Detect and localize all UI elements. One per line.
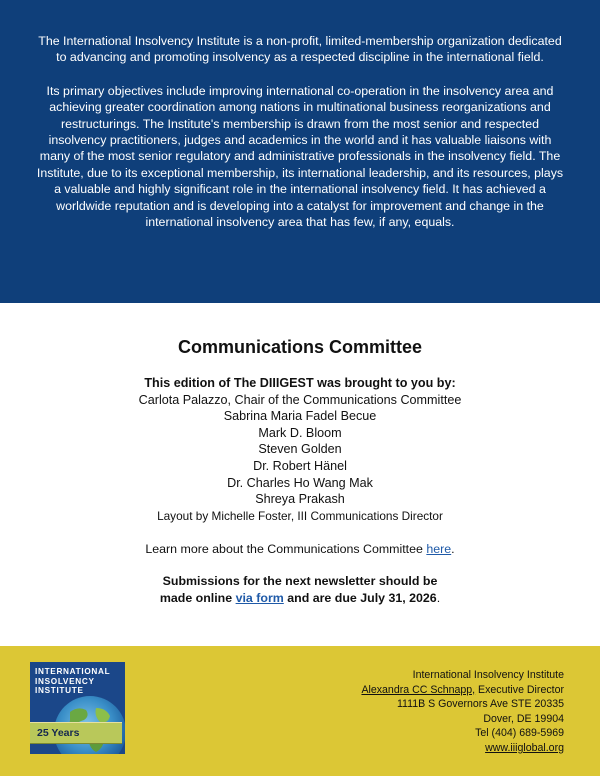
communications-committee [0, 336, 600, 607]
contact-org: International Insolvency Institute [412, 669, 564, 681]
member-name: Mark D. Bloom [258, 425, 342, 440]
intro-paragraph-1: The International Insolvency Institute is a non-profit, limited-membership organization dedicated to advancing and promoting insolvency as a respected discipline in the international field. [38, 34, 562, 65]
submissions-deadline: and are due July 31, 2026 [283, 590, 437, 605]
credits-intro: This edition of The DIIIGEST was brought to you by: [144, 376, 456, 390]
intro-paragraph-2: Its primary objectives include improving international co-operation in the insolvency area and achieving greater coordination among nations in multinational business reorganizations and restructurings. The Institute's membership is drawn from the most senior and respected insolvency practitioners, judges and academics in the world and it has valuable liaisons with many of the most senior regulatory and administrative professionals in the insolvency field. The Institute, due to its exceptional membership, its international leadership, and its resources, plays a valuable and highly significant role in the international insolvency field. It has achieved a worldwide reputation and is developing into a catalyst for improvement and change in the international insolvency area that has few, if any, equals. [36, 83, 564, 230]
submissions-line-1: Submissions for the next newsletter should be [162, 574, 438, 589]
logo-wordmark [35, 667, 110, 696]
director-title: Executive Director [475, 683, 564, 696]
contact-director [361, 683, 564, 698]
learn-more-text: Learn more about the Communications Committee [145, 542, 427, 557]
committee-here-link[interactable]: here [426, 542, 452, 557]
member-name: Steven Golden [258, 442, 342, 457]
learn-more-line [0, 541, 600, 557]
anniversary-banner [30, 722, 122, 744]
credits-block [0, 375, 600, 524]
contact-block [361, 668, 564, 756]
contact-phone: Tel (404) 689-5969 [475, 727, 564, 740]
institute-description [0, 0, 600, 303]
committee-title: Communications Committee [177, 337, 423, 357]
member-name: Shreya Prakash [255, 492, 345, 507]
member-name: Sabrina Maria Fadel Becue [223, 409, 377, 424]
submissions-line-2 [0, 590, 600, 607]
website-link[interactable]: www.iiiglobal.org [485, 741, 564, 754]
submissions-prefix: made online [159, 590, 236, 605]
submissions-notice [0, 573, 600, 606]
contact-street: 1111B S Governors Ave STE 20335 [396, 698, 564, 711]
director-name: Alexandra CC Schnapp, [361, 683, 476, 696]
logo-line: INSTITUTE [35, 686, 84, 696]
logo-line: INTERNATIONAL [35, 667, 111, 676]
logo-line: INSOLVENCY [35, 676, 95, 686]
member-name: Dr. Robert Hänel [253, 458, 347, 473]
anniversary-label: 25 Years [37, 727, 80, 739]
member-name: Carlota Palazzo, Chair of the Communications Committee [138, 392, 462, 407]
layout-credit: Layout by Michelle Foster, III Communications Director [157, 508, 443, 523]
contact-city: Dover, DE 19904 [483, 712, 564, 725]
learn-more-period: . [451, 542, 455, 557]
footer [0, 646, 600, 776]
submission-form-link[interactable]: via form [235, 590, 284, 605]
submissions-period: . [436, 590, 441, 605]
member-name: Dr. Charles Ho Wang Mak [227, 475, 373, 490]
iii-logo [30, 662, 125, 754]
